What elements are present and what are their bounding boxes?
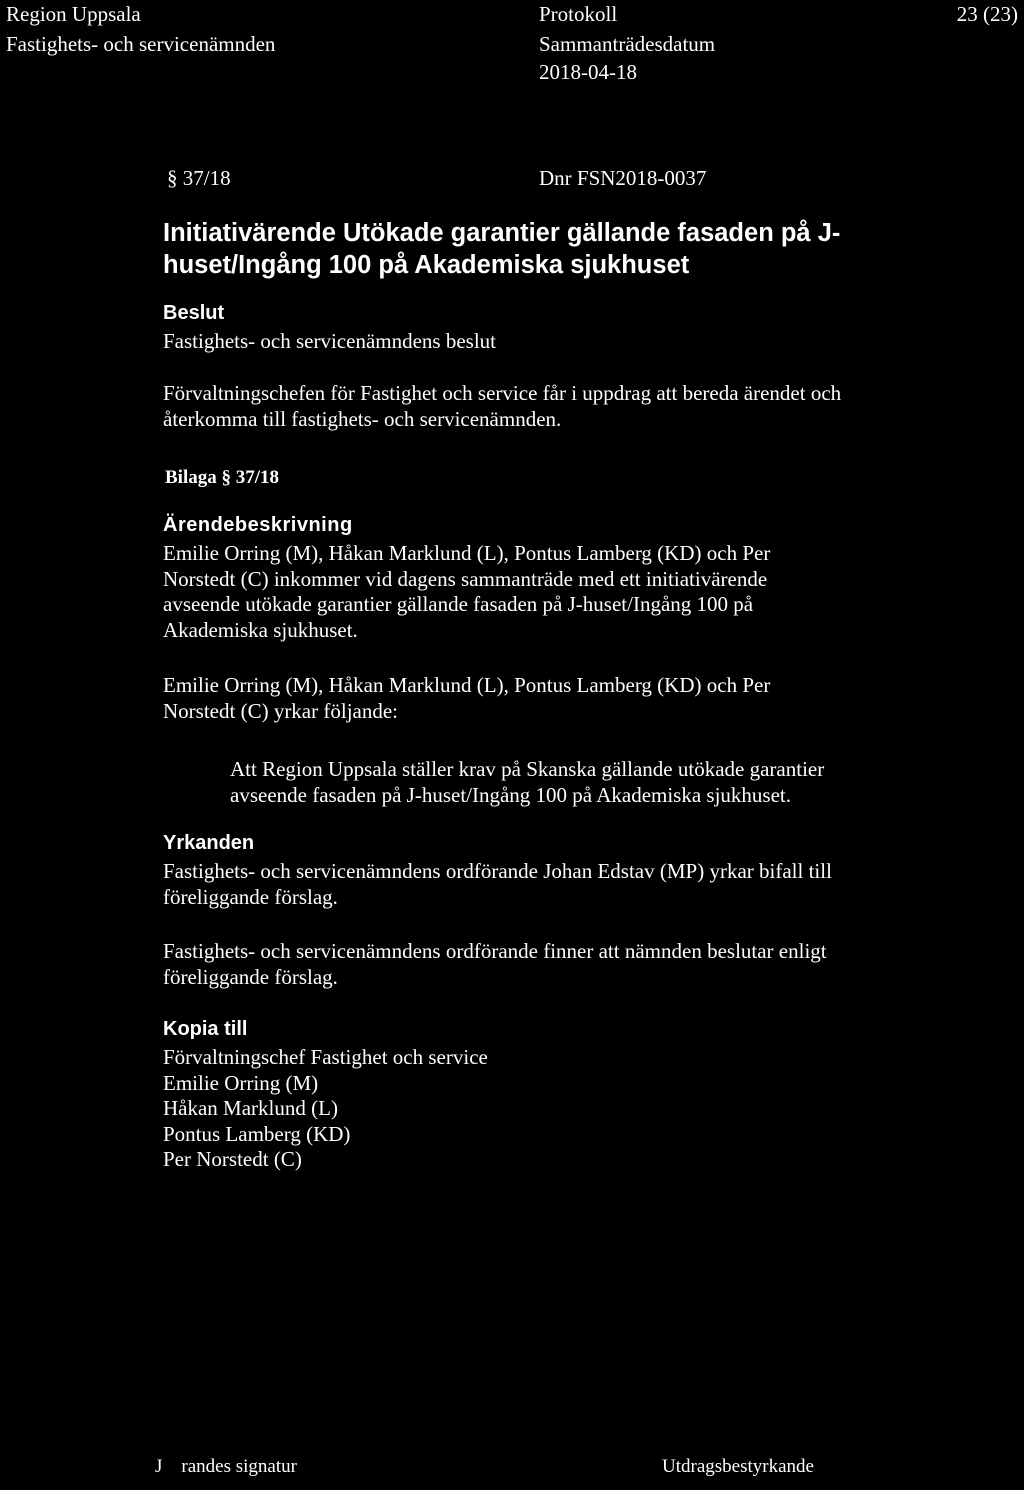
page-title: Initiativärende Utökade garantier gällande fasaden på J-huset/Ingång 100 på Akademiska sjukhuset	[163, 219, 841, 279]
yrkanden-heading: Yrkanden	[163, 832, 255, 854]
page-number: 23 (23)	[956, 2, 1018, 26]
text-line: Norstedt (C) yrkar följande:	[163, 698, 399, 723]
text-line: Emilie Orring (M), Håkan Marklund (L), Pontus Lamberg (KD) och Per	[163, 673, 771, 697]
text-line: Fastighets- och servicenämndens ordförande finner att nämnden beslutar enligt	[163, 939, 827, 963]
proposal-quote	[230, 757, 824, 808]
arende-paragraph	[163, 541, 770, 643]
meeting-date: 2018-04-18	[539, 60, 637, 84]
list-item: Pontus Lamberg (KD)	[163, 1121, 351, 1146]
yrkar-paragraph	[163, 673, 770, 724]
text-line: Fastighets- och servicenämndens ordförande Johan Edstav (MP) yrkar bifall till	[163, 859, 832, 883]
signature-label: J randes signatur	[155, 1456, 297, 1477]
text-line: föreliggande förslag.	[163, 884, 338, 909]
beslut-paragraph	[163, 381, 841, 432]
extract-label: Utdragsbestyrkande	[662, 1456, 814, 1477]
case-number: Dnr FSN2018-0037	[539, 166, 707, 190]
paragraph-number: § 37/18	[167, 166, 231, 190]
yrkanden-paragraph	[163, 859, 832, 910]
list-item: Per Norstedt (C)	[163, 1147, 302, 1171]
text-line: återkomma till fastighets- och servicenämnden.	[163, 406, 562, 431]
kopia-heading: Kopia till	[163, 1018, 248, 1040]
committee-name: Fastighets- och servicenämnden	[6, 32, 276, 56]
document-type: Protokoll	[539, 2, 618, 26]
text-line: Förvaltningschefen för Fastighet och service får i uppdrag att bereda ärendet och	[163, 381, 842, 405]
text-line: föreliggande förslag.	[163, 964, 338, 989]
text-line: Akademiska sjukhuset.	[163, 617, 358, 642]
meeting-date-label: Sammanträdesdatum	[539, 32, 716, 56]
attachment-label: Bilaga § 37/18	[165, 467, 280, 488]
text-line: Norstedt (C) inkommer vid dagens sammanträde med ett initiativärende	[163, 566, 768, 591]
beslut-subheading: Fastighets- och servicenämndens beslut	[163, 329, 497, 353]
list-item: Håkan Marklund (L)	[163, 1096, 338, 1120]
text-line: Emilie Orring (M), Håkan Marklund (L), Pontus Lamberg (KD) och Per	[163, 541, 771, 565]
text-line: Att Region Uppsala ställer krav på Skanska gällande utökade garantier	[230, 757, 825, 781]
recipient-list	[163, 1045, 488, 1173]
text-line: avseende fasaden på J-huset/Ingång 100 på Akademiska sjukhuset.	[230, 782, 792, 807]
region-name: Region Uppsala	[6, 2, 141, 26]
list-item: Förvaltningschef Fastighet och service	[163, 1045, 488, 1069]
list-item: Emilie Orring (M)	[163, 1070, 319, 1095]
beslut-heading: Beslut	[163, 302, 225, 324]
decision-paragraph	[163, 939, 827, 990]
arende-heading: Ärendebeskrivning	[163, 514, 353, 536]
text-line: avseende utökade garantier gällande fasaden på J-huset/Ingång 100 på	[163, 592, 754, 616]
